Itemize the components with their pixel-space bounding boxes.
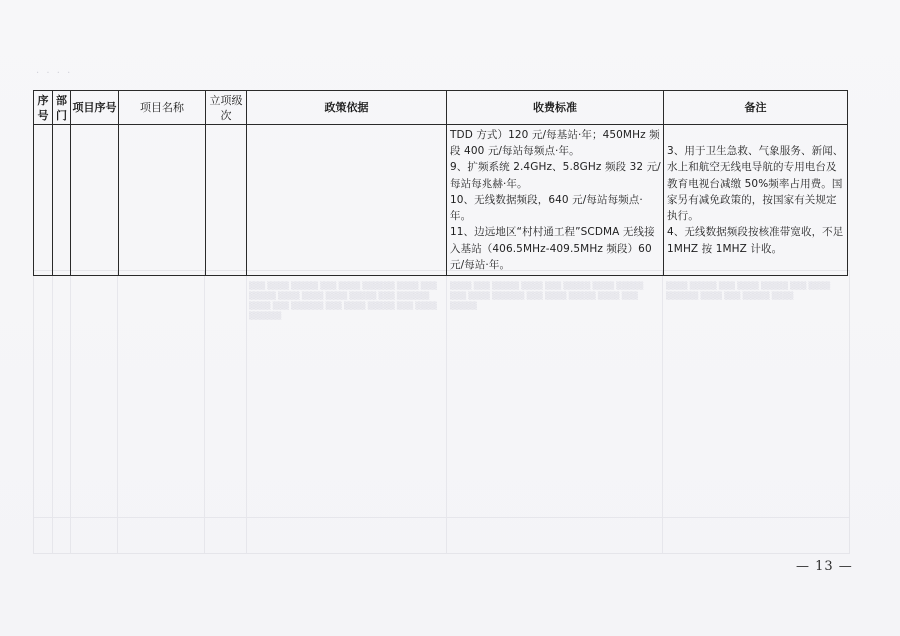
header-level: 立项级次 [206, 91, 247, 125]
page-number: — 13 — [796, 559, 853, 574]
header-item-seq: 项目序号 [71, 91, 119, 125]
header-seq: 序号 [34, 91, 53, 125]
cell-policy [247, 125, 447, 276]
bleed-through-mark: · · · · [36, 68, 73, 79]
cell-seq [34, 125, 53, 276]
remark-line: 4、无线数据频段按核准带宽收，不足1MHZ 按 1MHZ 计收。 [667, 226, 844, 255]
cell-level [206, 125, 247, 276]
cell-item-seq [71, 125, 119, 276]
cell-item-name [119, 125, 206, 276]
fee-line: 9、扩频系统 2.4GHz、5.8GHz 频段 32 元/每站每兆赫·年。 [450, 161, 661, 190]
fee-line: 11、边远地区“村村通工程”SCDMA 无线接入基站（406.5MHz-409.5MHz 频段）60 元/每站·年。 [450, 226, 655, 271]
header-policy: 政策依据 [247, 91, 447, 125]
cell-dept [53, 125, 71, 276]
table-row [34, 125, 848, 276]
remark-line: 3、用于卫生急救、气象服务、新闻、水上和航空无线电导航的专用电台及教育电视台减缴 50%频率占用费。国家另有减免政策的，按国家有关规定执行。 [667, 145, 844, 223]
header-remarks: 备注 [664, 91, 848, 125]
header-item-name: 项目名称 [119, 91, 206, 125]
cell-remarks [664, 125, 848, 276]
fee-line: 10、无线数据频段，640 元/每站每频点·年。 [450, 193, 643, 223]
table-header-row [34, 91, 848, 125]
header-fee-standard: 收费标准 [447, 91, 664, 125]
fee-line: TDD 方式）120 元/每基站·年；450MHz 频段 400 元/每站每频点·年。 [450, 129, 660, 158]
fee-standard-text [447, 127, 663, 273]
header-dept: 部门 [53, 91, 71, 125]
fee-table [33, 90, 848, 276]
cell-fee-standard [447, 125, 664, 276]
bleed-through-table: ▒▒▒ ▒▒▒▒ ▒▒▒▒▒ ▒▒▒ ▒▒▒▒ ▒▒▒▒▒▒ ▒▒▒▒ ▒▒▒ ▒▒▒▒▒ ▒▒▒▒ ▒▒▒▒ ▒▒▒▒ ▒▒▒▒▒ ▒▒▒ ▒▒▒▒▒▒ ▒▒▒▒ ▒▒▒ ▒▒▒▒▒▒ ▒▒▒ ▒▒▒▒ ▒▒▒▒▒ ▒▒▒ ▒▒▒▒ ▒▒▒▒▒▒ ▒▒▒▒ ▒▒▒ ▒▒▒▒▒ ▒▒▒▒ ▒▒▒ ▒▒▒▒▒ ▒▒▒▒ ▒▒▒▒▒ ▒▒▒ ▒▒▒▒ ▒▒▒▒▒▒ ▒▒▒ ▒▒▒▒ ▒▒▒▒▒ ▒▒▒▒ ▒▒▒ ▒▒▒▒▒ ▒▒▒▒ ▒▒▒▒▒ ▒▒▒ ▒▒▒▒ ▒▒▒▒▒ ▒▒▒ ▒▒▒▒ ▒▒▒▒▒▒ ▒▒▒▒ ▒▒▒ ▒▒▒▒▒ ▒▒▒▒ [33, 270, 850, 554]
remarks-text [664, 143, 847, 256]
